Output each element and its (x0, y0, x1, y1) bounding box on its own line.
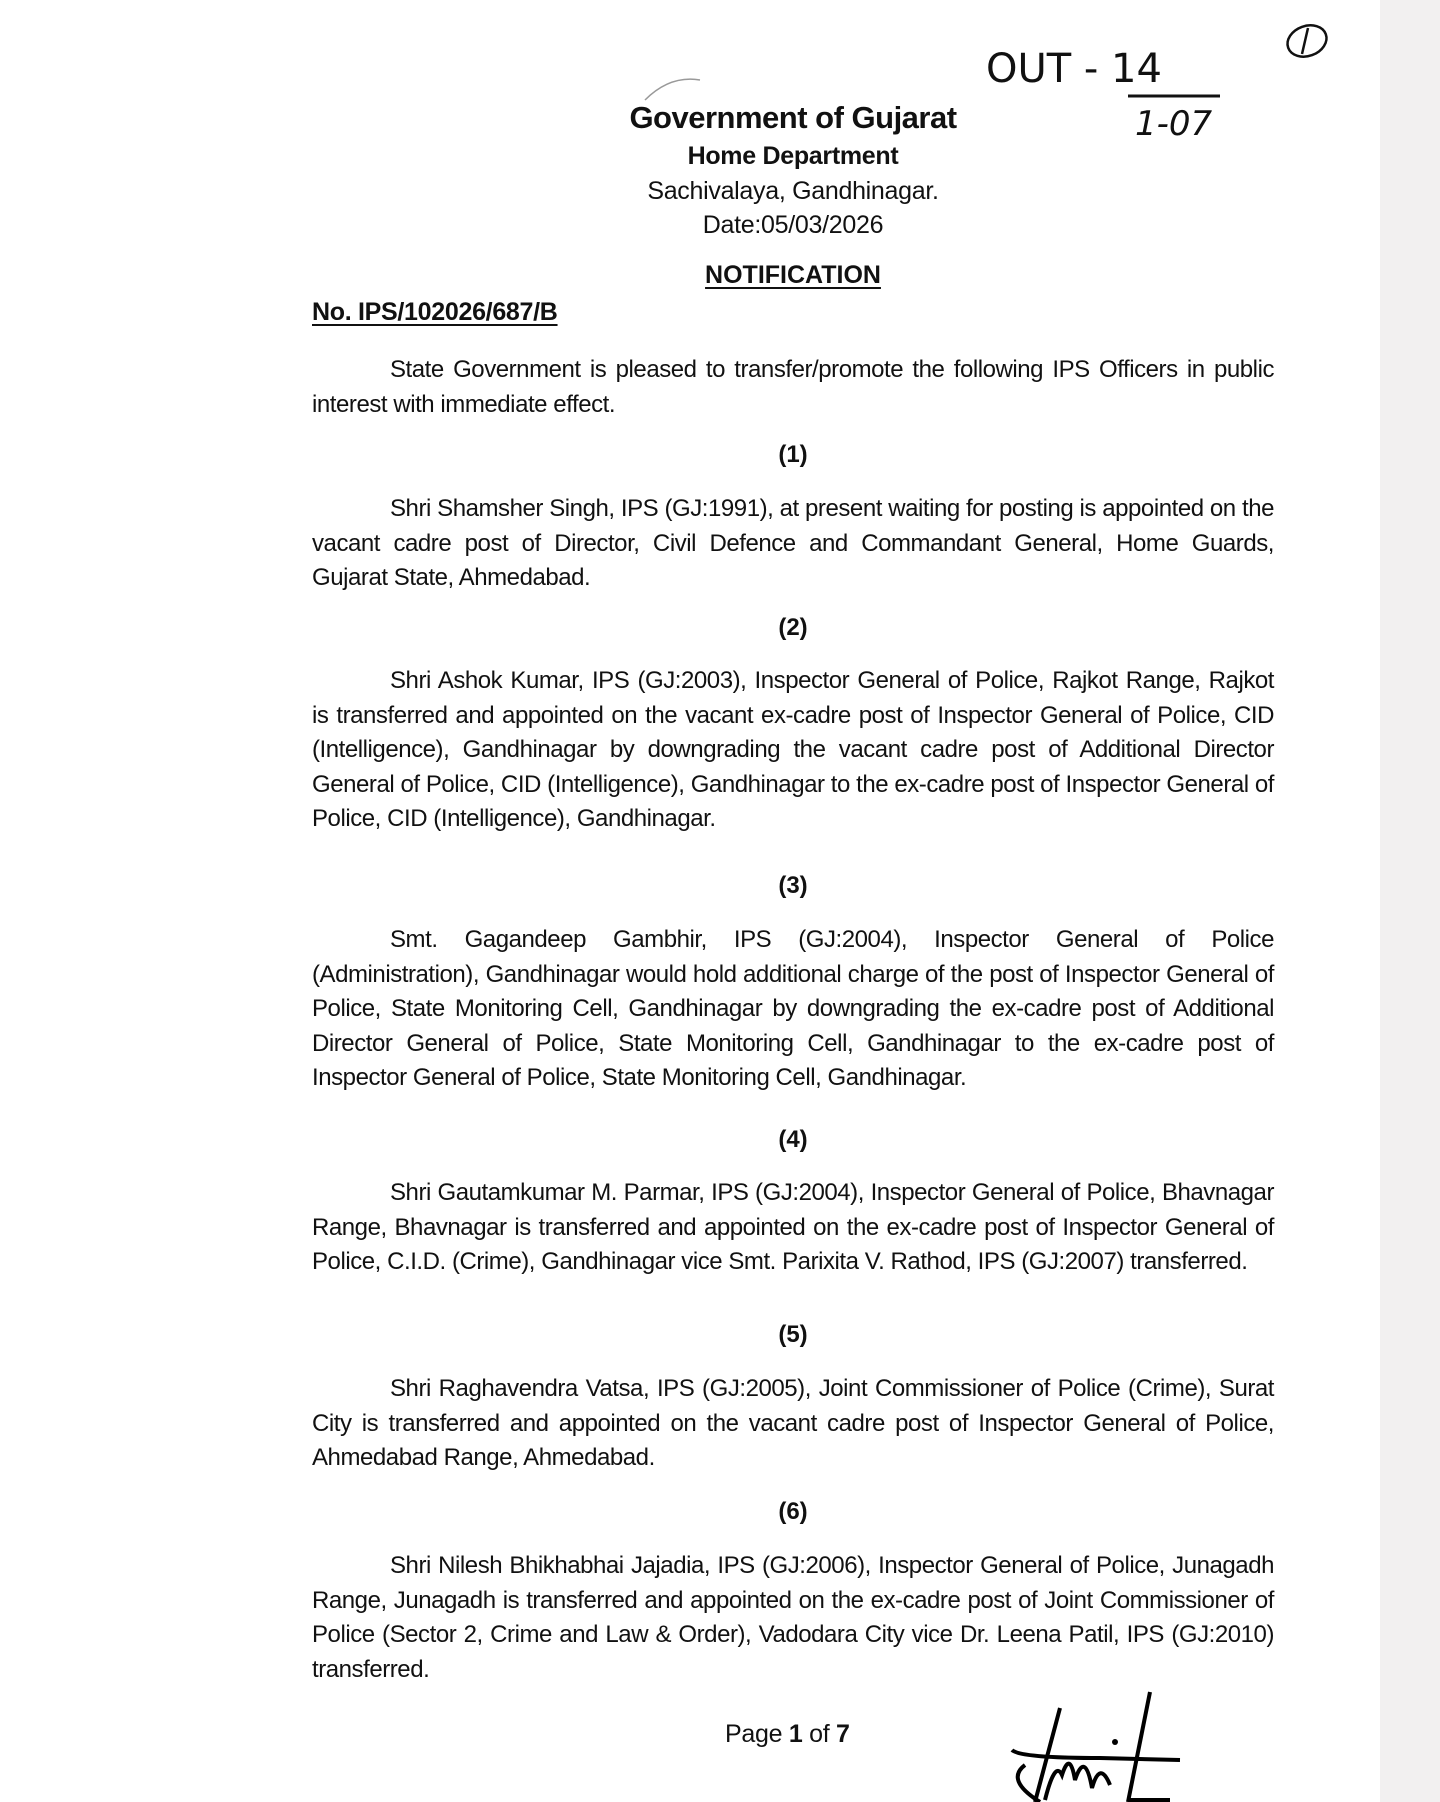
item-number: (6) (778, 1498, 808, 1525)
item-number: (5) (778, 1321, 808, 1348)
notification-title-text: NOTIFICATION (705, 261, 881, 289)
circled-number-mark (1282, 20, 1332, 64)
page-current: 1 (788, 1720, 803, 1748)
reference-number: No. IPS/102026/687/B (312, 298, 558, 326)
address: Sachivalaya, Gandhinagar. (647, 177, 939, 205)
item-paragraph: Shri Raghavendra Vatsa, IPS (GJ:2005), Joint Commissioner of Police (Crime), Surat City is transferred and appointed on the vacant cadre post of Inspector General of Police, Ahmedabad Range, Ahmedabad. (312, 1375, 1274, 1471)
item-paragraph: Shri Shamsher Singh, IPS (GJ:1991), at present waiting for posting is appointed on the vacant cadre post of Director, Civil Defence and Commandant General, Home Guards, Gujarat State, Ahmedabad. (312, 495, 1274, 591)
item-paragraph: Shri Ashok Kumar, IPS (GJ:2003), Inspector General of Police, Rajkot Range, Rajkot is transferred and appointed on the vacant ex-cadre post of Inspector General of Police, CID (Intelligence), Gandhinagar by downgrading the vacant cadre post of Additional Director General of Police, CID (Intelligence), Gandhinagar to the ex-cadre post of Inspector General of Police, CID (Intelligence), Gandhinagar. (312, 667, 1274, 832)
inward-sub-text: 1-07 (1135, 104, 1213, 144)
signature (1000, 1680, 1260, 1802)
page-total: 7 (836, 1720, 850, 1748)
inward-number-text: OUT - 14 (986, 46, 1162, 92)
scan-margin (1380, 0, 1440, 1802)
item-paragraph: Smt. Gagandeep Gambhir, IPS (GJ:2004), Inspector General of Police (Administration), Gandhinagar would hold additional charge of the post of Inspector General of Police, State Monitoring Cell, Gandhinagar by downgrading the ex-cadre post of Additional Director General of Police, State Monitoring Cell, Gandhinagar to the ex-cadre post of Inspector General of Police, State Monitoring Cell, Gandhinagar. (312, 926, 1274, 1091)
notification-title (312, 261, 1274, 290)
item-number: (1) (778, 441, 808, 468)
item-number: (2) (778, 614, 808, 641)
item-number: (4) (778, 1126, 808, 1153)
page-label: Page (725, 1720, 783, 1748)
page-indicator (725, 1720, 850, 1749)
item-paragraph: Shri Gautamkumar M. Parmar, IPS (GJ:2004), Inspector General of Police, Bhavnagar Range, Bhavnagar is transferred and appointed on the ex-cadre post of Inspector General of Police, C.I.D. (Crime), Gandhinagar vice Smt. Parixita V. Rathod, IPS (GJ:2007) transferred. (312, 1179, 1274, 1275)
department-heading: Home Department (687, 142, 899, 170)
government-heading: Government of Gujarat (629, 100, 957, 135)
item-number: (3) (778, 872, 808, 899)
page-of: of (809, 1720, 830, 1748)
intro-paragraph: State Government is pleased to transfer/promote the following IPS Officers in public interest with immediate effect. (312, 356, 1274, 418)
notification-date: Date:05/03/2026 (702, 211, 884, 239)
item-paragraph: Shri Nilesh Bhikhabhai Jajadia, IPS (GJ:2006), Inspector General of Police, Junagadh Range, Junagadh is transferred and appointed on the ex-cadre post of Joint Commissioner of Police (Sector 2, Crime and Law & Order), Vadodara City vice Dr. Leena Patil, IPS (GJ:2010) transferred. (312, 1552, 1274, 1683)
